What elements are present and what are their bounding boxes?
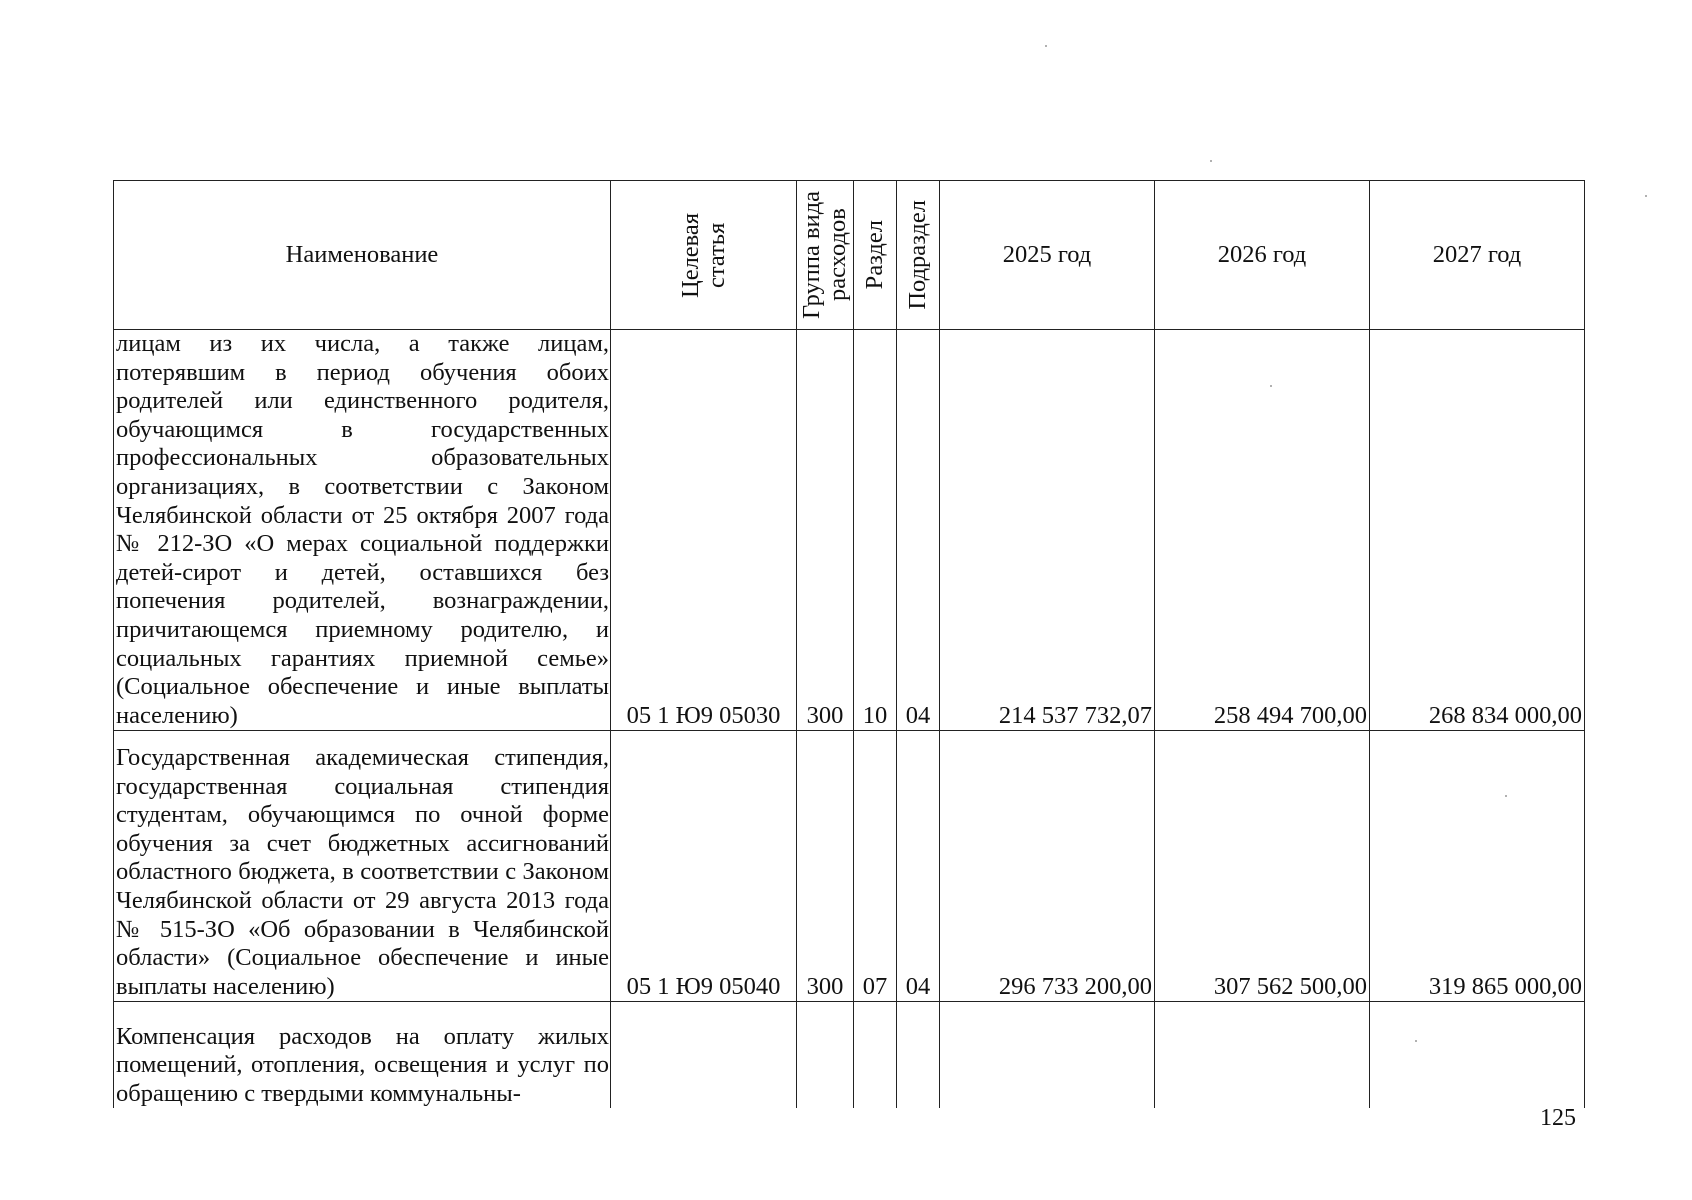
row-target-article: 05 1 Ю9 05040 — [611, 731, 797, 1002]
row-target-article — [611, 1002, 797, 1109]
row-amount-2025: 296 733 200,00 — [940, 731, 1155, 1002]
header-2027: 2027 год — [1370, 181, 1585, 330]
header-2026: 2026 год — [1155, 181, 1370, 330]
row-name: Компенсация расходов на оплату жилых помещений, отопления, освещения и услуг по обращению с твердыми коммунальны- — [114, 1002, 611, 1109]
scan-speck — [1210, 160, 1212, 162]
row-amount-2027: 319 865 000,00 — [1370, 731, 1585, 1002]
row-amount-2026 — [1155, 1002, 1370, 1109]
header-target-article: Целевая статья — [611, 181, 797, 330]
table-row — [114, 731, 1585, 1002]
header-2025: 2025 год — [940, 181, 1155, 330]
row-section: 10 — [854, 330, 897, 731]
row-name: лицам из их числа, а также лицам, потерявшим в период обучения обоих родителей или единственного родителя, обучающимся в государственных профессиональных образовательных организациях, в соответствии с Законом Челябинской области от 25 октября 2007 года № 212-ЗО «О мерах социальной поддержки детей-сирот и детей, оставшихся без попечения родителей, вознаграждении, причитающемся приемному родителю, и социальных гарантиях приемной семье» (Социальное обеспечение и иные выплаты населению) — [114, 330, 611, 731]
row-expense-group: 300 — [797, 330, 854, 731]
scan-speck — [1270, 385, 1272, 387]
row-name: Государственная академическая стипендия, государственная социальная стипендия студентам, обучающимся по очной форме обучения за счет бюджетных ассигнований областного бюджета, в соответствии с Законом Челябинской области от 29 августа 2013 года № 515-ЗО «Об образовании в Челябинской области» (Социальное обеспечение и иные выплаты населению) — [114, 731, 611, 1002]
scan-speck — [1645, 195, 1647, 197]
table-row — [114, 1002, 1585, 1109]
row-target-article: 05 1 Ю9 05030 — [611, 330, 797, 731]
scan-speck — [1045, 45, 1047, 47]
table-row — [114, 330, 1585, 731]
scan-speck — [1415, 1040, 1417, 1042]
row-expense-group — [797, 1002, 854, 1109]
header-section: Раздел — [854, 181, 897, 330]
scan-speck — [1505, 795, 1507, 797]
row-amount-2026: 307 562 500,00 — [1155, 731, 1370, 1002]
row-amount-2025 — [940, 1002, 1155, 1109]
row-amount-2027: 268 834 000,00 — [1370, 330, 1585, 731]
row-amount-2026: 258 494 700,00 — [1155, 330, 1370, 731]
row-subsection — [897, 1002, 940, 1109]
row-expense-group: 300 — [797, 731, 854, 1002]
row-subsection: 04 — [897, 731, 940, 1002]
budget-table — [113, 180, 1585, 1108]
row-amount-2025: 214 537 732,07 — [940, 330, 1155, 731]
row-amount-2027 — [1370, 1002, 1585, 1109]
page-number: 125 — [1540, 1105, 1576, 1131]
row-section — [854, 1002, 897, 1109]
header-expense-group: Группа вида расходов — [797, 181, 854, 330]
row-section: 07 — [854, 731, 897, 1002]
header-name: Наименование — [114, 181, 611, 330]
header-row — [114, 181, 1585, 330]
row-subsection: 04 — [897, 330, 940, 731]
header-subsection: Подраздел — [897, 181, 940, 330]
